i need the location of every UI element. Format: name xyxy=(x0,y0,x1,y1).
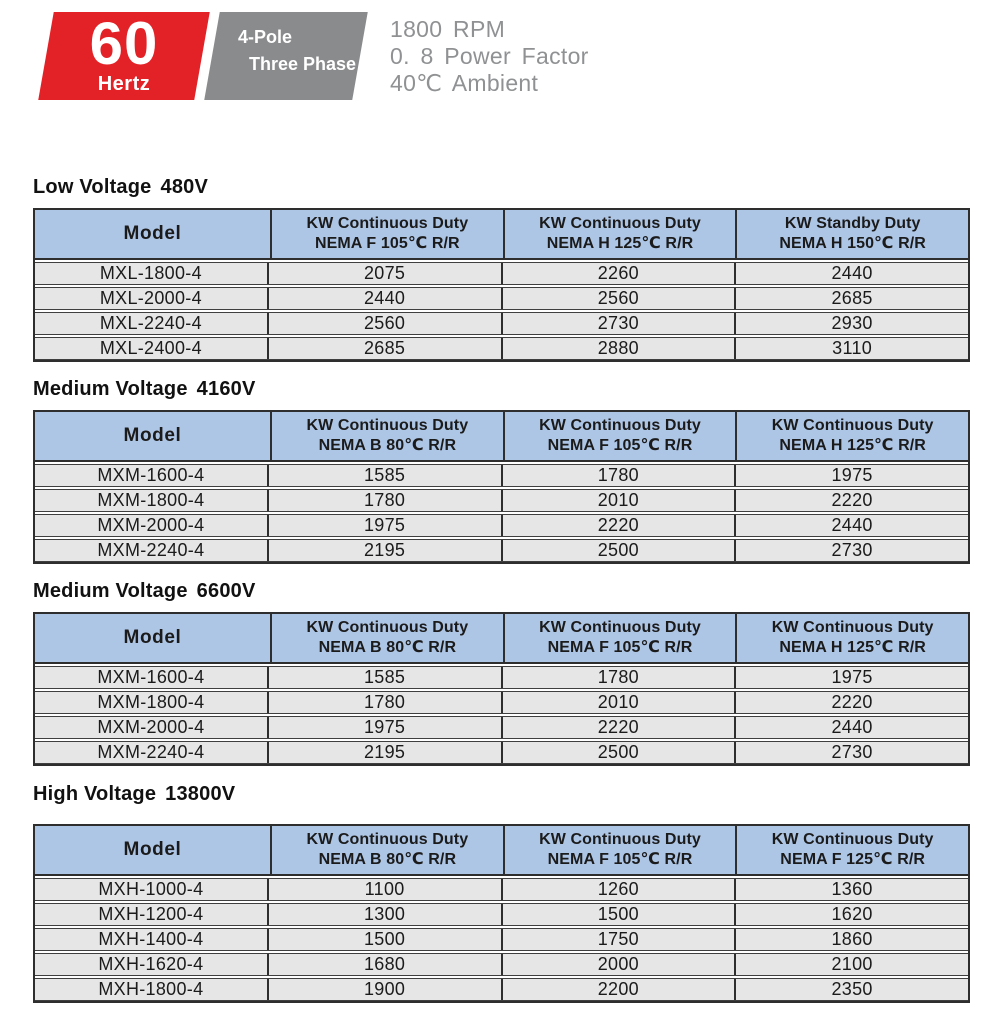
kw-value-cell: 1585 xyxy=(269,667,503,688)
kw-value-cell: 2260 xyxy=(503,263,737,284)
kw-value-cell: 2880 xyxy=(503,338,737,359)
kw-value-cell: 2220 xyxy=(503,515,737,536)
frequency-badge xyxy=(48,12,200,100)
model-cell: MXH-1400-4 xyxy=(35,929,269,950)
kw-value-cell: 1500 xyxy=(503,904,737,925)
kw-value-cell: 1860 xyxy=(831,929,873,949)
section-voltage: 480V xyxy=(160,176,209,198)
kw-value-cell: 2000 xyxy=(503,954,737,975)
ambient-label: 40℃ Ambient xyxy=(390,70,539,96)
section-title xyxy=(33,564,970,602)
table-body xyxy=(35,260,968,360)
section-title-text: High Voltage xyxy=(33,783,157,805)
kw-value-cell: 2560 xyxy=(503,288,737,309)
table-body xyxy=(35,664,968,764)
frequency-unit: Hertz xyxy=(97,73,151,95)
table-header-row xyxy=(35,412,968,462)
kw-value-cell: 2195 xyxy=(269,742,503,763)
kw-value-cell: 2075 xyxy=(269,263,503,284)
kw-column-header: KW Continuous Duty NEMA H 125℃ R/R xyxy=(771,619,934,656)
table-body xyxy=(35,876,968,1001)
kw-value-cell: 1975 xyxy=(269,717,503,738)
model-cell: MXL-1800-4 xyxy=(35,263,269,284)
kw-column-header: KW Continuous Duty NEMA H 125℃ R/R xyxy=(771,417,934,454)
ratings-table xyxy=(33,824,970,1003)
kw-value-cell: 2730 xyxy=(831,742,873,762)
kw-value-cell: 2685 xyxy=(269,338,503,359)
kw-value-cell: 2350 xyxy=(831,979,873,999)
model-cell: MXH-1000-4 xyxy=(35,879,269,900)
model-column-header: Model xyxy=(35,826,272,874)
phase-label: Three Phase xyxy=(249,54,357,74)
section-title-text: Medium Voltage xyxy=(33,580,188,602)
kw-value-cell: 1585 xyxy=(269,465,503,486)
kw-column-header: KW Continuous Duty NEMA F 125℃ R/R xyxy=(771,831,934,868)
kw-column-header: KW Continuous Duty NEMA F 105℃ R/R xyxy=(505,614,738,662)
model-cell: MXH-1620-4 xyxy=(35,954,269,975)
kw-value-cell: 2930 xyxy=(831,313,873,333)
table-row xyxy=(35,741,968,764)
kw-value-cell: 2500 xyxy=(503,742,737,763)
section-medium-voltage-6600v xyxy=(33,564,970,766)
section-voltage: 4160V xyxy=(196,378,256,400)
kw-value-cell: 2730 xyxy=(831,540,873,560)
model-cell: MXL-2240-4 xyxy=(35,313,269,334)
kw-value-cell: 2440 xyxy=(831,515,873,535)
table-row xyxy=(35,287,968,310)
kw-value-cell: 2560 xyxy=(269,313,503,334)
model-cell: MXM-2240-4 xyxy=(35,742,269,763)
table-header-row xyxy=(35,826,968,876)
table-row xyxy=(35,953,968,976)
kw-value-cell: 1900 xyxy=(269,979,503,1000)
section-medium-voltage-4160v xyxy=(33,362,970,564)
table-row xyxy=(35,903,968,926)
section-title xyxy=(33,362,970,400)
kw-value-cell: 2010 xyxy=(503,692,737,713)
model-cell: MXM-1600-4 xyxy=(35,667,269,688)
kw-value-cell: 2730 xyxy=(503,313,737,334)
table-row xyxy=(35,337,968,360)
kw-value-cell: 1975 xyxy=(269,515,503,536)
kw-column-header: KW Continuous Duty NEMA F 105℃ R/R xyxy=(505,412,738,460)
table-row xyxy=(35,666,968,689)
kw-column-header: KW Continuous Duty NEMA B 80℃ R/R xyxy=(272,614,505,662)
table-row xyxy=(35,514,968,537)
model-cell: MXM-2240-4 xyxy=(35,540,269,561)
kw-value-cell: 2220 xyxy=(831,692,873,712)
kw-value-cell: 2200 xyxy=(503,979,737,1000)
section-title-text: Medium Voltage xyxy=(33,378,188,400)
power-factor-label: 0. 8 Power Factor xyxy=(390,43,589,69)
kw-value-cell: 1750 xyxy=(503,929,737,950)
kw-value-cell: 2010 xyxy=(503,490,737,511)
section-low-voltage-480v xyxy=(33,112,970,362)
kw-value-cell: 1680 xyxy=(269,954,503,975)
tables-container xyxy=(0,112,1005,1003)
kw-value-cell: 1300 xyxy=(269,904,503,925)
table-row xyxy=(35,928,968,951)
table-row xyxy=(35,716,968,739)
table-header-row xyxy=(35,614,968,664)
kw-value-cell: 1780 xyxy=(503,465,737,486)
section-title xyxy=(33,112,970,198)
table-row xyxy=(35,489,968,512)
model-cell: MXL-2400-4 xyxy=(35,338,269,359)
kw-value-cell: 1780 xyxy=(269,490,503,511)
operating-specs xyxy=(390,16,589,97)
model-column-header: Model xyxy=(35,412,272,460)
model-cell: MXM-1600-4 xyxy=(35,465,269,486)
kw-value-cell: 2440 xyxy=(831,263,873,283)
model-cell: MXM-2000-4 xyxy=(35,515,269,536)
kw-value-cell: 2100 xyxy=(831,954,873,974)
kw-value-cell: 1260 xyxy=(503,879,737,900)
table-row xyxy=(35,262,968,285)
kw-column-header: KW Continuous Duty NEMA F 105℃ R/R xyxy=(505,826,738,874)
pole-label: 4-Pole xyxy=(238,27,293,47)
kw-value-cell: 2685 xyxy=(831,288,873,308)
ratings-table xyxy=(33,410,970,564)
kw-value-cell: 2440 xyxy=(831,717,873,737)
table-row xyxy=(35,878,968,901)
kw-value-cell: 1500 xyxy=(269,929,503,950)
frequency-value: 60 xyxy=(89,10,159,77)
table-row xyxy=(35,539,968,562)
kw-value-cell: 1780 xyxy=(269,692,503,713)
table-row xyxy=(35,691,968,714)
model-column-header: Model xyxy=(35,210,272,258)
section-title-text: Low Voltage xyxy=(33,176,152,198)
model-cell: MXM-2000-4 xyxy=(35,717,269,738)
section-voltage: 6600V xyxy=(196,580,256,602)
model-cell: MXH-1200-4 xyxy=(35,904,269,925)
kw-value-cell: 2220 xyxy=(503,717,737,738)
table-row xyxy=(35,312,968,335)
kw-value-cell: 3110 xyxy=(832,338,873,358)
kw-value-cell: 2500 xyxy=(503,540,737,561)
kw-value-cell: 2440 xyxy=(269,288,503,309)
kw-value-cell: 1620 xyxy=(831,904,873,924)
ratings-table xyxy=(33,612,970,766)
section-voltage: 13800V xyxy=(165,783,236,805)
kw-column-header: KW Continuous Duty NEMA F 105℃ R/R xyxy=(272,210,505,258)
kw-column-header: KW Standby Duty NEMA H 150℃ R/R xyxy=(779,215,926,252)
model-cell: MXM-1800-4 xyxy=(35,490,269,511)
table-row xyxy=(35,978,968,1001)
kw-value-cell: 1780 xyxy=(503,667,737,688)
model-cell: MXL-2000-4 xyxy=(35,288,269,309)
ratings-table xyxy=(33,208,970,362)
table-header-row xyxy=(35,210,968,260)
model-cell: MXM-1800-4 xyxy=(35,692,269,713)
model-cell: MXH-1800-4 xyxy=(35,979,269,1000)
kw-value-cell: 1360 xyxy=(831,879,873,899)
kw-column-header: KW Continuous Duty NEMA B 80℃ R/R xyxy=(272,412,505,460)
section-high-voltage-13800v xyxy=(33,766,970,1003)
model-column-header: Model xyxy=(35,614,272,662)
kw-column-header: KW Continuous Duty NEMA H 125℃ R/R xyxy=(505,210,738,258)
kw-value-cell: 1975 xyxy=(831,465,873,485)
pole-badge xyxy=(238,24,368,78)
kw-column-header: KW Continuous Duty NEMA B 80℃ R/R xyxy=(272,826,505,874)
kw-value-cell: 2220 xyxy=(831,490,873,510)
table-body xyxy=(35,462,968,562)
page-header xyxy=(0,0,1005,112)
kw-value-cell: 1975 xyxy=(831,667,873,687)
table-row xyxy=(35,464,968,487)
kw-value-cell: 1100 xyxy=(269,879,503,900)
rpm-label: 1800 RPM xyxy=(390,16,506,42)
section-title xyxy=(33,766,970,805)
kw-value-cell: 2195 xyxy=(269,540,503,561)
